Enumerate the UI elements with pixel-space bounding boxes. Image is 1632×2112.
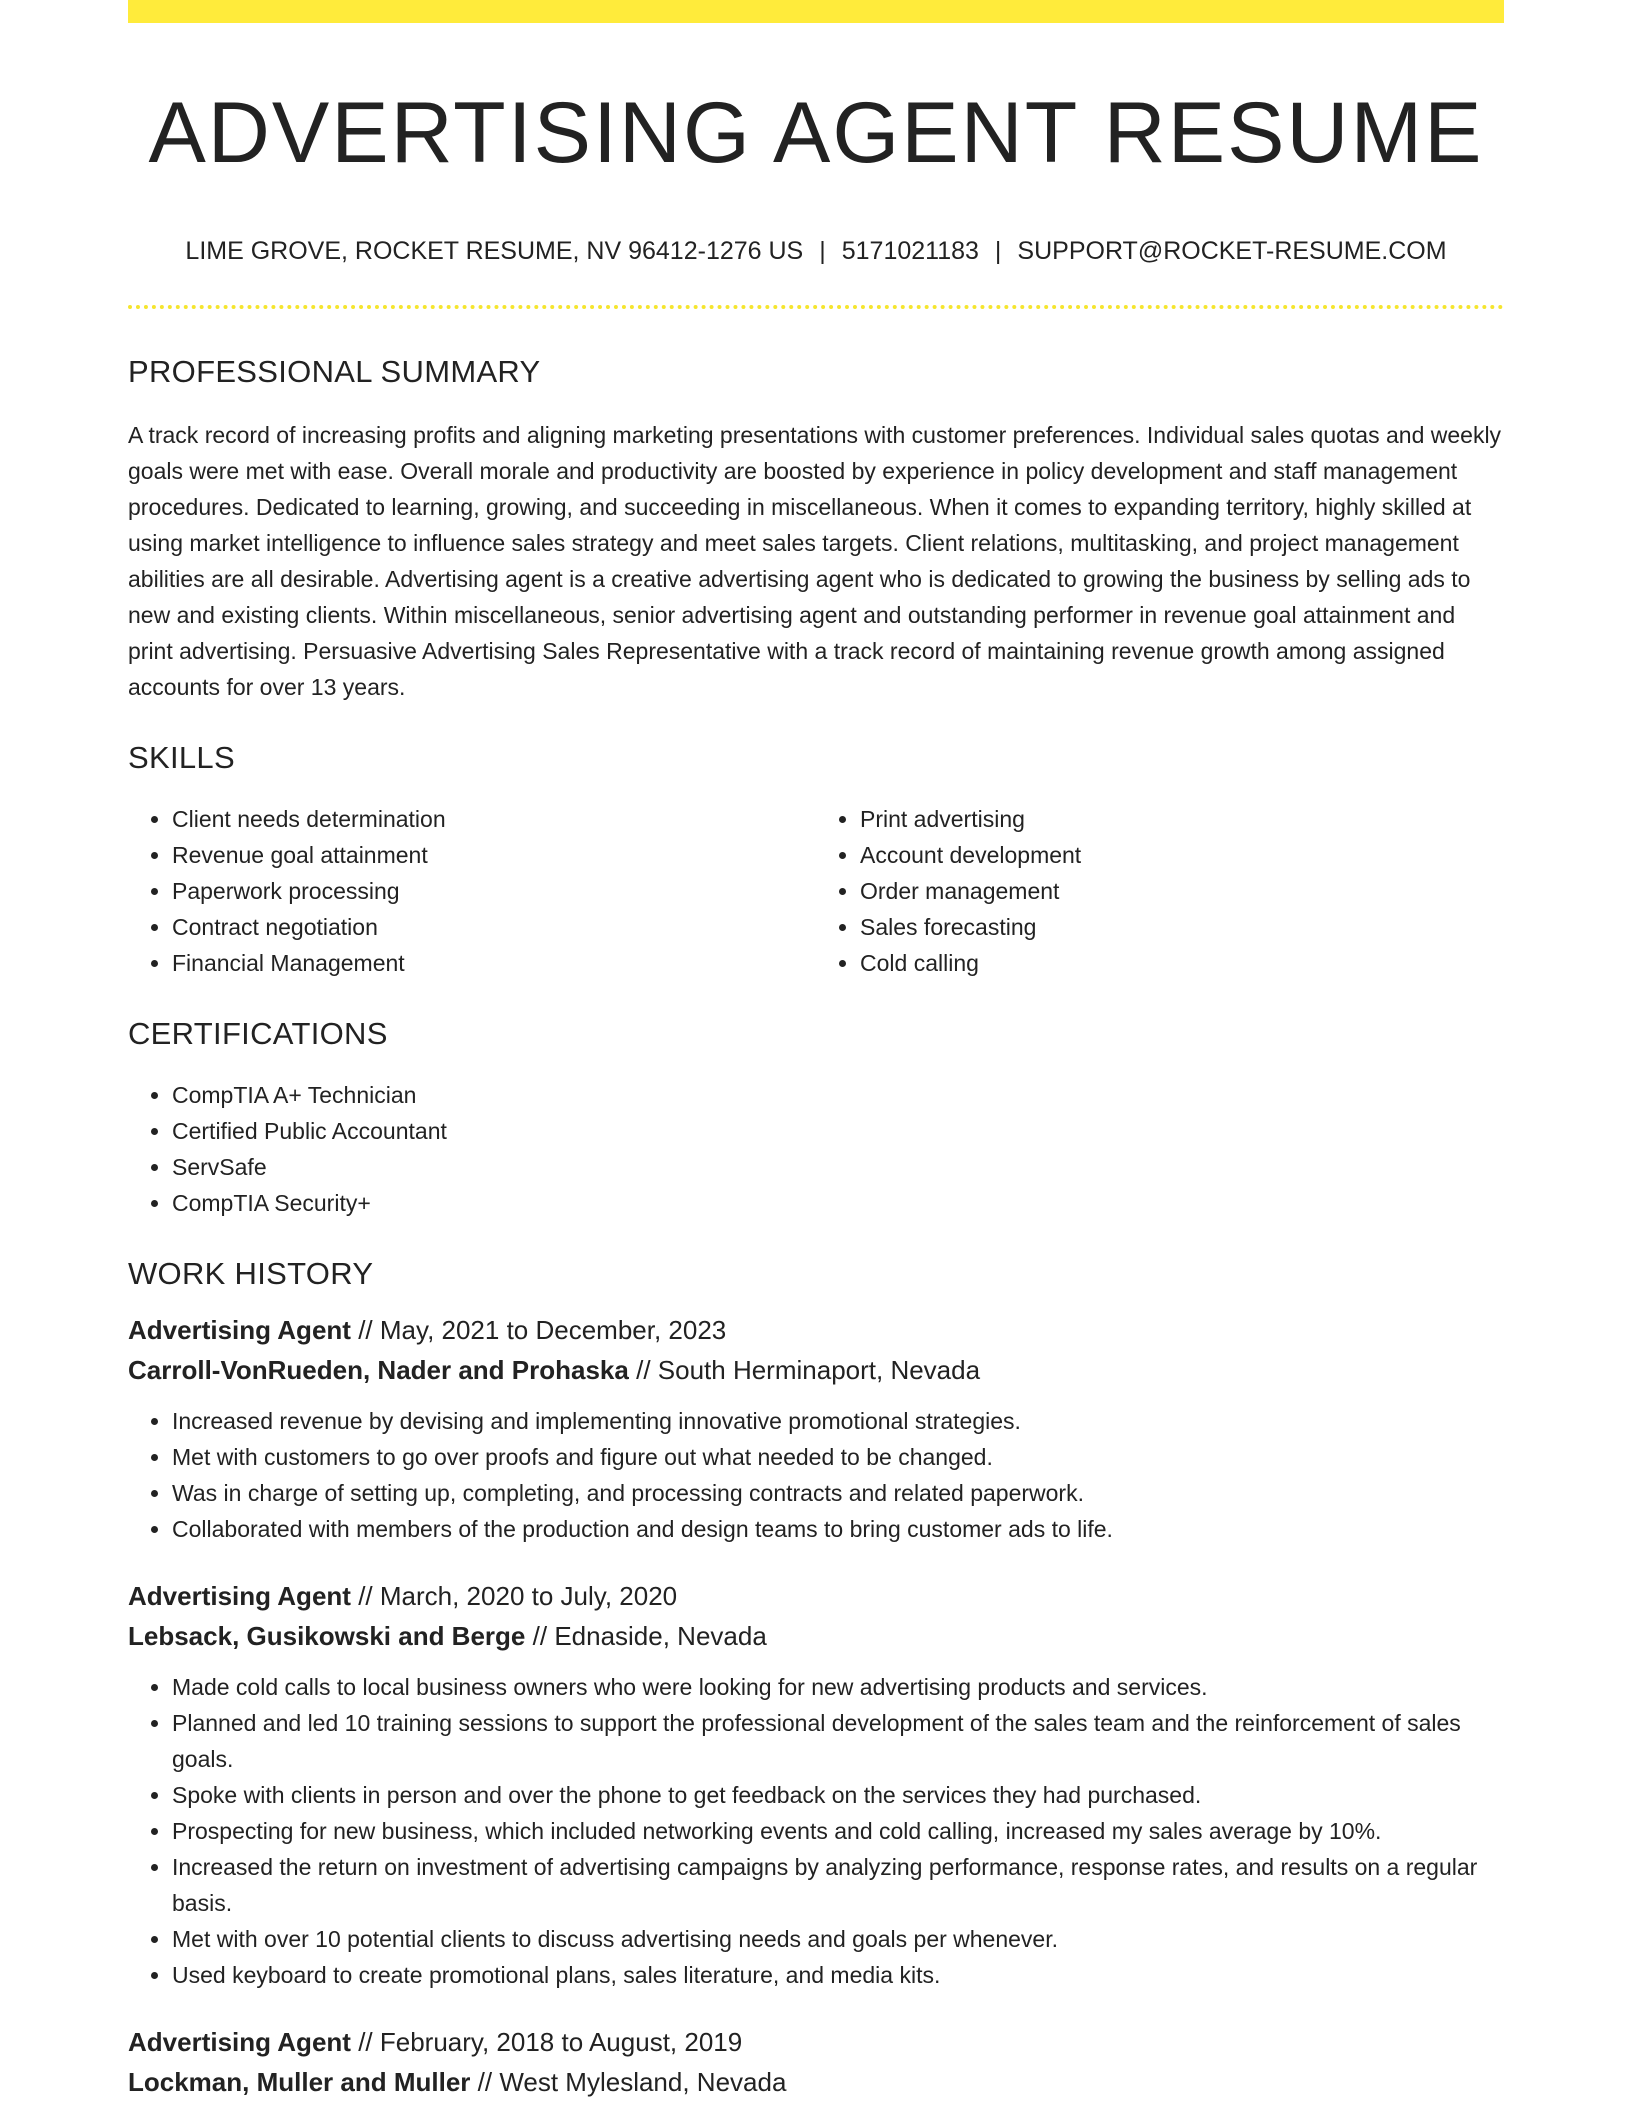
- job-bullet: • Used keyboard to create promotional plans, sales literature, and media kits.: [172, 1957, 1504, 1993]
- job-dates: March, 2020 to July, 2020: [379, 1581, 678, 1611]
- skills-right-column: [816, 801, 1504, 981]
- job-bullet: • Planned and led 10 training sessions to support the professional development of the sales team and the reinforcement of sales goals.: [172, 1705, 1504, 1777]
- job-separator: //: [636, 1355, 651, 1385]
- certifications-list: [128, 1077, 1504, 1221]
- job-company: Carroll-VonRueden, Nader and Prohaska: [128, 1355, 629, 1385]
- skills-heading: SKILLS: [128, 740, 235, 775]
- contact-phone: 5171021183: [841, 237, 979, 265]
- skill-item: • Contract negotiation: [172, 909, 816, 945]
- job-bullet: • Collaborated with members of the production and design teams to bring customer ads to life.: [172, 1511, 1504, 1547]
- skill-item: • Print advertising: [860, 801, 1504, 837]
- certifications-heading: CERTIFICATIONS: [128, 1016, 388, 1051]
- job-separator: //: [358, 1315, 373, 1345]
- summary-text: A track record of increasing profits and aligning marketing presentations with customer preferences. Individual sales quotas and weekly goals were met with ease. Overall morale and productivity are boosted by experience in policy development and staff management procedures. Dedicated to learning, growing, and succeeding in miscellaneous. When it comes to expanding territory, highly skilled at using market intelligence to influence sales strategy and meet sales targets. Client relations, multitasking, and project management abilities are all desirable. Advertising agent is a creative advertising agent who is dedicated to growing the business by selling ads to new and existing clients. Within miscellaneous, senior advertising agent and outstanding performer in revenue goal attainment and print advertising. Persuasive Advertising Sales Representative with a track record of maintaining revenue growth among assigned accounts for over 13 years.: [128, 422, 1502, 700]
- job-entry: [128, 1313, 1504, 1547]
- job-location: South Herminaport, Nevada: [657, 1355, 981, 1385]
- work-history-heading: WORK HISTORY: [128, 1256, 374, 1291]
- job-bullet: • Met with over 10 potential clients to discuss advertising needs and goals per whenever.: [172, 1921, 1504, 1957]
- job-separator: //: [477, 2067, 493, 2097]
- job-title: Advertising Agent: [128, 1581, 351, 1611]
- resume-title: ADVERTISING AGENT RESUME: [148, 85, 1484, 181]
- skill-item: • Order management: [860, 873, 1504, 909]
- job-company: Lockman, Muller and Muller: [128, 2067, 471, 2097]
- certification-item: • ServSafe: [172, 1149, 1504, 1185]
- header-divider: [128, 305, 1504, 309]
- job-bullet: • Increased the return on investment of advertising campaigns by analyzing performance, response rates, and results on a regular basis.: [172, 1849, 1504, 1921]
- summary-heading: PROFESSIONAL SUMMARY: [128, 354, 541, 389]
- top-accent-bar: [128, 0, 1504, 23]
- job-separator: //: [358, 1581, 373, 1611]
- job-title-line: [128, 1313, 1504, 1347]
- contact-line: [128, 235, 1504, 267]
- resume-content: [128, 23, 1504, 2099]
- job-bullet: • Increased revenue by devising and implementing innovative promotional strategies.: [172, 1403, 1504, 1439]
- job-dates: February, 2018 to August, 2019: [379, 2027, 743, 2057]
- contact-separator: |: [994, 237, 1002, 265]
- skill-item: • Cold calling: [860, 945, 1504, 981]
- job-separator: //: [532, 1621, 548, 1651]
- job-title: Advertising Agent: [128, 2027, 351, 2057]
- skills-left-column: [128, 801, 816, 981]
- job-title-line: [128, 2025, 1504, 2059]
- certification-item: • Certified Public Accountant: [172, 1113, 1504, 1149]
- job-bullet: • Prospecting for new business, which included networking events and cold calling, increased my sales average by 10%.: [172, 1813, 1504, 1849]
- certification-item: • CompTIA A+ Technician: [172, 1077, 1504, 1113]
- skill-item: • Account development: [860, 837, 1504, 873]
- contact-separator: |: [819, 237, 826, 265]
- job-bullet: • Made cold calls to local business owners who were looking for new advertising products and services.: [172, 1669, 1504, 1705]
- job-bullet: • Was in charge of setting up, completing, and processing contracts and related paperwork.: [172, 1475, 1504, 1511]
- job-entry: [128, 2025, 1504, 2099]
- skill-item: • Financial Management: [172, 945, 816, 981]
- job-entry: [128, 1579, 1504, 1993]
- job-location: West Mylesland, Nevada: [499, 2067, 787, 2097]
- job-company: Lebsack, Gusikowski and Berge: [128, 1621, 526, 1651]
- job-title: Advertising Agent: [128, 1315, 351, 1345]
- job-bullets: [128, 1403, 1504, 1547]
- skill-item: • Paperwork processing: [172, 873, 816, 909]
- job-bullet: • Met with customers to go over proofs and figure out what needed to be changed.: [172, 1439, 1504, 1475]
- job-bullet: • Spoke with clients in person and over the phone to get feedback on the services they had purchased.: [172, 1777, 1504, 1813]
- skill-item: • Revenue goal attainment: [172, 837, 816, 873]
- job-separator: //: [358, 2027, 373, 2057]
- job-company-line: [128, 1619, 1504, 1653]
- contact-address: LIME GROVE, ROCKET RESUME, NV 96412-1276 US: [185, 237, 804, 265]
- skill-item: • Client needs determination: [172, 801, 816, 837]
- skills-list: [128, 801, 1504, 981]
- contact-email: SUPPORT@ROCKET-RESUME.COM: [1017, 237, 1447, 265]
- job-company-line: [128, 2065, 1504, 2099]
- skill-item: • Sales forecasting: [860, 909, 1504, 945]
- job-title-line: [128, 1579, 1504, 1613]
- job-company-line: [128, 1353, 1504, 1387]
- job-dates: May, 2021 to December, 2023: [379, 1315, 727, 1345]
- certification-item: • CompTIA Security+: [172, 1185, 1504, 1221]
- job-bullets: [128, 1669, 1504, 1993]
- job-location: Ednaside, Nevada: [554, 1621, 767, 1651]
